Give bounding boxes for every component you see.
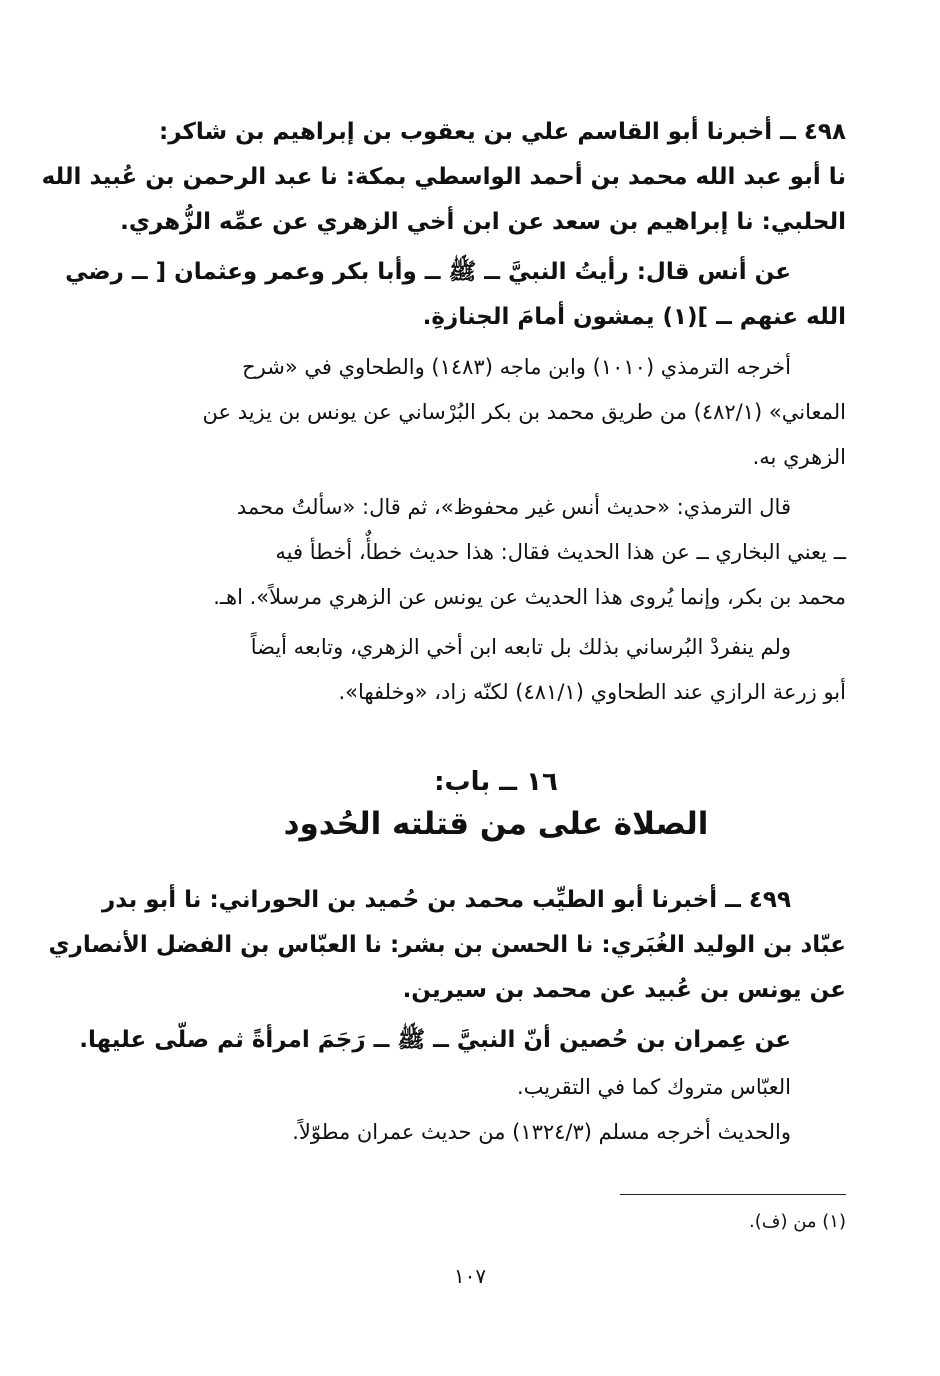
- text-line: الله عنهم ــ ](١) يمشون أمامَ الجنازةِ.: [422, 304, 846, 330]
- text-line: أبو زرعة الرازي عند الطحاوي (٤٨١/١) لكنّه زاد، «وخلفها».: [338, 680, 846, 704]
- mutaba-note: [146, 625, 846, 715]
- text-line: المعاني» (٤٨٢/١) من طريق محمد بن بكر البُرْساني عن يونس بن يزيد عن: [202, 400, 846, 424]
- text-line: ولم ينفردْ البُرساني بذلك بل تابعه ابن أخي الزهري، وتابعه أيضاً: [250, 635, 791, 659]
- text-line: العبّاس متروك كما في التقريب.: [516, 1075, 791, 1099]
- text-line: ٤٩٨ ــ أخبرنا أبو القاسم علي بن يعقوب بن إبراهيم بن شاكر:: [159, 119, 846, 145]
- text-line: عبّاد بن الوليد الغُبَري: نا الحسن بن بشر: نا العبّاس بن الفضل الأنصاري: [48, 932, 846, 958]
- hadith-498-takhrij: [146, 345, 846, 480]
- text-line: ــ يعني البخاري ــ عن هذا الحديث فقال: هذا حديث خطأٌ، أخطأ فيه: [275, 540, 846, 564]
- text-line: ٤٩٩ ــ أخبرنا أبو الطيِّب محمد بن حُميد بن الحوراني: نا أبو بدر: [102, 887, 791, 913]
- hadith-498-isnad: [41, 110, 846, 245]
- text-line: عن عِمران بن حُصين أنّ النبيَّ ــ ﷺ ــ رَجَمَ امرأةً ثم صلّى عليها.: [79, 1027, 791, 1053]
- chapter-number: ١٦ ــ باب:: [434, 767, 558, 797]
- text-line: والحديث أخرجه مسلم (١٣٢٤/٣) من حديث عمران مطوّلاً.: [292, 1120, 791, 1144]
- footnote-divider: [620, 1194, 846, 1195]
- text-line: نا أبو عبد الله محمد بن أحمد الواسطي بمكة: نا عبد الرحمن بن عُبيد الله: [41, 164, 846, 190]
- text-line: محمد بن بكر، وإنما يُروى هذا الحديث عن يونس عن الزهري مرسلاً». اهـ.: [213, 585, 846, 609]
- text-line: عن أنس قال: رأيتُ النبيَّ ــ ﷺ ــ وأبا بكر وعمر وعثمان [ ــ رضي: [65, 259, 791, 285]
- footnote: (١) من (ف).: [749, 1211, 846, 1232]
- hadith-499-matn: [79, 1018, 846, 1063]
- hadith-498-matn: [65, 250, 846, 340]
- hadith-499-notes: [146, 1065, 846, 1155]
- text-line: الزهري به.: [752, 445, 846, 469]
- text-line: عن يونس بن عُبيد عن محمد بن سيرين.: [402, 977, 846, 1003]
- text-line: الحلبي: نا إبراهيم بن سعد عن ابن أخي الزهري عن عمِّه الزُّهري.: [120, 209, 846, 235]
- tirmidhi-comment: [146, 485, 846, 620]
- text-line: قال الترمذي: «حديث أنس غير محفوظ»، ثم قال: «سألتُ محمد: [236, 495, 791, 519]
- page-number: ١٠٧: [453, 1264, 487, 1288]
- hadith-499-isnad: [48, 878, 846, 1013]
- text-line: أخرجه الترمذي (١٠١٠) وابن ماجه (١٤٨٣) والطحاوي في «شرح: [242, 355, 791, 379]
- chapter-title: الصلاة على من قتلته الحُدود: [283, 806, 709, 842]
